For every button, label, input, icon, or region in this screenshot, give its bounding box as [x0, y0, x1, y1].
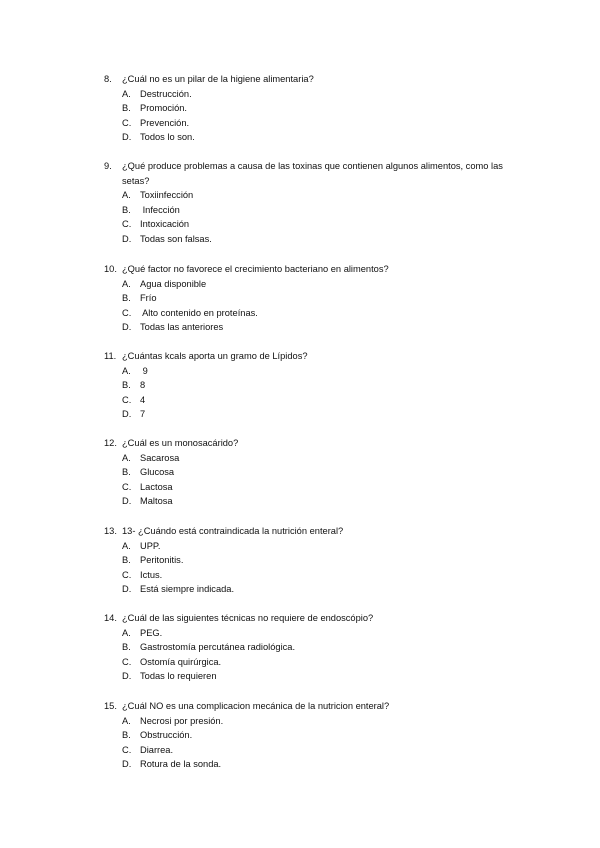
option-letter: C.: [122, 219, 132, 230]
option-d: [122, 669, 524, 684]
option-text: Intoxicación: [140, 219, 190, 230]
option-text: Todas las anteriores: [140, 322, 224, 333]
option-b: [122, 553, 524, 568]
option-letter: C.: [122, 656, 132, 667]
question-number: 11.: [104, 351, 117, 361]
option-letter: C.: [122, 481, 132, 492]
option-text: Todas lo requieren: [140, 671, 217, 682]
question-text: ¿Cuál NO es una complicacion mecánica de la nutricion enteral?: [122, 701, 390, 711]
option-text: Agua disponible: [140, 278, 207, 289]
option-text: Gastrostomía percutánea radiológica.: [140, 642, 296, 653]
option-text: Obstrucción.: [140, 730, 193, 741]
question-12: [104, 436, 524, 509]
option-a: [122, 451, 524, 466]
option-d: [122, 232, 524, 247]
options-list: [122, 451, 524, 509]
option-text: Está siempre indicada.: [140, 584, 235, 595]
option-letter: A.: [122, 365, 131, 376]
options-list: [122, 277, 524, 335]
question-text: ¿Cuál es un monosacárido?: [122, 438, 239, 448]
option-letter: B.: [122, 642, 131, 653]
option-letter: A.: [122, 540, 131, 551]
question-11: [104, 349, 524, 422]
options-list: [122, 188, 524, 246]
option-text: Ictus.: [140, 569, 163, 580]
option-b: [122, 378, 524, 393]
option-letter: A.: [122, 715, 131, 726]
options-list: [122, 87, 524, 145]
option-a: [122, 188, 524, 203]
option-text: Maltosa: [140, 496, 173, 507]
option-text: Diarrea.: [140, 744, 174, 755]
option-c: [122, 480, 524, 495]
option-text: 4: [140, 394, 146, 405]
option-text: Promoción.: [140, 103, 188, 114]
option-text: 8: [140, 380, 146, 391]
option-c: [122, 116, 524, 131]
option-letter: C.: [122, 117, 132, 128]
option-b: [122, 291, 524, 306]
option-b: [122, 203, 524, 218]
question-number: 13.: [104, 526, 117, 536]
option-b: [122, 728, 524, 743]
option-letter: C.: [122, 394, 132, 405]
option-letter: A.: [122, 88, 131, 99]
option-text: Destrucción.: [140, 88, 192, 99]
option-letter: B.: [122, 467, 131, 478]
option-a: [122, 626, 524, 641]
option-text: PEG.: [140, 627, 163, 638]
option-letter: D.: [122, 759, 132, 770]
question-number: 8.: [104, 74, 112, 84]
question-number: 15.: [104, 701, 117, 711]
option-c: [122, 743, 524, 758]
question-text: ¿Cuál de las siguientes técnicas no requiere de endoscópio?: [122, 613, 374, 623]
option-text: Prevención.: [140, 117, 190, 128]
option-text: Infección: [140, 204, 180, 215]
question-10: [104, 262, 524, 335]
option-c: [122, 655, 524, 670]
option-b: [122, 465, 524, 480]
option-text: Todos lo son.: [140, 132, 195, 143]
option-letter: A.: [122, 627, 131, 638]
option-text: Frío: [140, 293, 157, 304]
options-list: [122, 539, 524, 597]
option-letter: B.: [122, 204, 131, 215]
option-text: Sacarosa: [140, 452, 180, 463]
question-15: [104, 699, 524, 772]
option-d: [122, 494, 524, 509]
options-list: [122, 626, 524, 684]
option-text: Ostomía quirúrgica.: [140, 656, 222, 667]
option-letter: D.: [122, 496, 132, 507]
question-number: 14.: [104, 613, 117, 623]
option-text: 9: [140, 365, 148, 376]
option-letter: D.: [122, 132, 132, 143]
option-b: [122, 101, 524, 116]
option-text: Rotura de la sonda.: [140, 759, 222, 770]
option-letter: B.: [122, 293, 131, 304]
option-letter: A.: [122, 190, 131, 201]
option-text: 7: [140, 409, 146, 420]
option-text: Toxiinfección: [140, 190, 194, 201]
option-d: [122, 320, 524, 335]
question-text: ¿Qué produce problemas a causa de las toxinas que contienen algunos alimentos, como las setas?: [122, 161, 503, 186]
option-c: [122, 306, 524, 321]
option-text: Peritonitis.: [140, 555, 184, 566]
option-letter: D.: [122, 233, 132, 244]
option-a: [122, 714, 524, 729]
question-text: ¿Cuántas kcals aporta un gramo de Lípidos?: [122, 351, 308, 361]
option-letter: D.: [122, 671, 132, 682]
option-c: [122, 217, 524, 232]
option-text: Glucosa: [140, 467, 175, 478]
question-14: [104, 611, 524, 684]
option-c: [122, 568, 524, 583]
option-letter: B.: [122, 103, 131, 114]
option-b: [122, 640, 524, 655]
question-text: 13- ¿Cuándo está contraindicada la nutrición enteral?: [122, 526, 344, 536]
option-letter: D.: [122, 322, 132, 333]
option-letter: D.: [122, 409, 132, 420]
option-letter: C.: [122, 569, 132, 580]
option-a: [122, 364, 524, 379]
option-text: Alto contenido en proteínas.: [140, 307, 258, 318]
option-letter: D.: [122, 584, 132, 595]
question-number: 12.: [104, 438, 117, 448]
question-number: 10.: [104, 264, 117, 274]
option-d: [122, 582, 524, 597]
question-text: ¿Qué factor no favorece el crecimiento bacteriano en alimentos?: [122, 264, 389, 274]
option-text: UPP.: [140, 540, 161, 551]
option-a: [122, 539, 524, 554]
options-list: [122, 714, 524, 772]
option-d: [122, 757, 524, 772]
question-9: [104, 159, 524, 247]
question-text: ¿Cuál no es un pilar de la higiene alimentaria?: [122, 74, 314, 84]
option-c: [122, 393, 524, 408]
option-a: [122, 277, 524, 292]
option-letter: A.: [122, 278, 131, 289]
option-d: [122, 407, 524, 422]
option-letter: B.: [122, 555, 131, 566]
option-letter: B.: [122, 730, 131, 741]
question-8: [104, 72, 524, 145]
question-number: 9.: [104, 161, 112, 171]
option-text: Lactosa: [140, 481, 173, 492]
option-letter: C.: [122, 744, 132, 755]
options-list: [122, 364, 524, 422]
question-13: [104, 524, 524, 597]
option-a: [122, 87, 524, 102]
option-letter: B.: [122, 380, 131, 391]
option-letter: A.: [122, 452, 131, 463]
option-text: Necrosi por presión.: [140, 715, 224, 726]
option-text: Todas son falsas.: [140, 233, 212, 244]
option-d: [122, 130, 524, 145]
option-letter: C.: [122, 307, 132, 318]
